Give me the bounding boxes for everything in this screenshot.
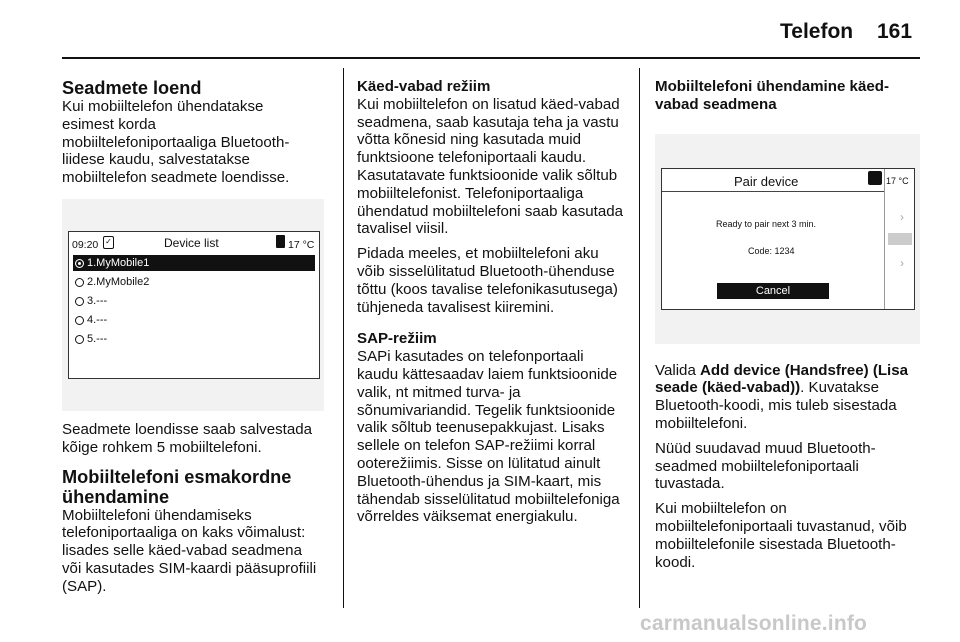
pair-message: Ready to pair next 3 min.	[716, 218, 817, 229]
temperature: 17 °C	[886, 175, 909, 186]
arrow-right-icon: ›	[900, 255, 904, 270]
cancel-button[interactable]: Cancel	[717, 283, 829, 299]
heading-pair-handsfree: Mobiiltelefoni ühendamine käed-vabad seadmena	[655, 78, 889, 113]
display-top-bar	[69, 232, 319, 254]
column-divider	[343, 68, 344, 608]
temperature: 17 °C	[288, 238, 315, 251]
page-header	[0, 0, 960, 70]
radio-icon	[75, 278, 84, 287]
radio-icon	[75, 335, 84, 344]
paragraph: Seadmete loendisse saab salvestada kõige rohkem 5 mobiiltelefoni.	[62, 420, 313, 456]
heading-handsfree-mode: Käed-vabad režiim	[357, 78, 491, 95]
radio-icon	[75, 316, 84, 325]
device-list-item[interactable]: 2.MyMobile2	[73, 274, 315, 290]
paragraph: Mobiiltelefoni ühendamiseks telefoniportaaliga on kaks võimalust: lisades selle käed-vabad seadmena või kasutades SIM-kaardi pääsuprofiili (SAP).	[62, 506, 317, 595]
header-rule	[62, 57, 920, 59]
phone-icon: ✓	[103, 236, 114, 249]
pair-code: Code: 1234	[748, 245, 795, 256]
menu-item-name: Add device (Handsfree) (Lisa seade (käed-vabad))	[655, 361, 909, 397]
title-divider	[662, 191, 884, 192]
paragraph: Kui mobiiltelefon ühendatakse esimest korda mobiiltelefoniportaaliga Bluetooth-liidese kaudu, salvestatakse mobiiltelefon seadmete loendisse.	[62, 98, 290, 187]
watermark: carmanualsonline.info	[640, 612, 868, 635]
running-title: Telefon	[780, 20, 854, 43]
bluetooth-phone-icon	[868, 171, 882, 185]
paragraph: Kui mobiiltelefon on mobiiltelefoniportaali tuvastanud, võib mobiiltelefonile sisestada Bluetooth-koodi.	[655, 500, 907, 571]
device-list-screenshot	[62, 199, 324, 411]
arrow-right-icon: ›	[900, 209, 904, 224]
dialog-box	[662, 169, 885, 309]
radio-selected-icon	[75, 259, 84, 268]
scroll-indicator	[888, 233, 912, 245]
column-1	[62, 78, 324, 603]
heading-first-connection: Mobiiltelefoni esmakordne ühendamine	[62, 466, 292, 507]
pair-device-display	[661, 168, 915, 310]
screen-title: Device list	[164, 235, 219, 250]
bluetooth-phone-icon	[276, 235, 285, 248]
dialog-title: Pair device	[734, 173, 799, 189]
page-number: 161	[877, 20, 913, 43]
device-list-display	[68, 231, 320, 379]
heading-sap-mode: SAP-režiim	[357, 330, 437, 348]
device-list-item[interactable]: 5.---	[73, 331, 315, 347]
device-list-item[interactable]: 1.MyMobile1	[73, 255, 315, 271]
device-list-item[interactable]: 4.---	[73, 312, 315, 328]
column-3	[655, 78, 920, 578]
pair-device-screenshot	[655, 134, 920, 344]
heading-device-list: Seadmete loend	[62, 78, 202, 98]
paragraph: Nüüd suudavad muud Bluetooth-seadmed mobiiltelefoniportaali tuvastada.	[655, 439, 876, 493]
paragraph: SAPi kasutades on telefonportaali kaudu kättesaadav laiem funktsioonide valik, nt mitmed turva- ja sõnumivariandid. Tegelik funktsioonide valik sõltub teenusepakkujast. Lisaks sellele on telefon SAP-režiimi korral ooterežiimis. Sisse on lülitatud ainult Bluetooth-ühendus ja SIM-kaart, mis tähendab sisselülitatud mobiiltelefoniga võrreldes väiksemat energiakulu.	[357, 348, 620, 526]
radio-icon	[75, 297, 84, 306]
paragraph: Valida Add device (Handsfree) (Lisa seade (käed-vabad)). Kuvatakse Bluetooth-koodi, mis tuleb sisestada mobiiltelefoni.	[655, 361, 909, 432]
device-list-item[interactable]: 3.---	[73, 293, 315, 309]
paragraph: Kui mobiiltelefon on lisatud käed-vabad seadmena, saab kasutaja teha ja vastu võtta kõnesid ning kasutada muid funktsioone telefoniportaali kaudu. Kasutatavate funktsioonide valik sõltub mobiiltelefonist. Telefoniportaaliga ühendatud mobiiltelefoni saab kasutada tavalisel viisil.	[357, 95, 624, 238]
column-divider	[639, 68, 640, 608]
clock: 09:20	[72, 238, 99, 251]
column-2	[357, 78, 625, 533]
paragraph: Pidada meeles, et mobiiltelefoni aku võib sisselülitatud Bluetooth-ühenduse tõttu (koos tavalise telefonikasutusega) tühjeneda tavalisest kiiremini.	[357, 245, 618, 316]
